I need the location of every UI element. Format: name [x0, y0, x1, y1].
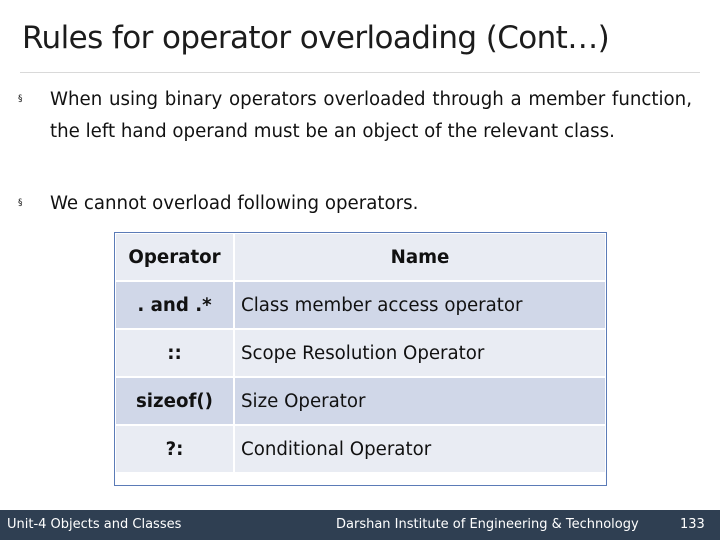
footer-bar — [0, 510, 720, 540]
bullet-square-icon: § — [18, 94, 23, 104]
name-cell: Class member access operator — [234, 281, 606, 329]
footer-unit: Unit-4 Objects and Classes — [7, 517, 182, 532]
table-header-row — [115, 233, 606, 281]
table-row — [115, 281, 606, 329]
bullet-item — [18, 84, 692, 147]
bullet-item — [18, 188, 692, 220]
name-cell: Scope Resolution Operator — [234, 329, 606, 377]
column-header-name: Name — [234, 233, 606, 281]
bullet-text: We cannot overload following operators. — [50, 193, 419, 214]
name-cell: Conditional Operator — [234, 425, 606, 473]
page-number: 133 — [680, 517, 705, 532]
bullet-text: When using binary operators overloaded through a member function, the left hand operand must be an object of the relevant class. — [50, 89, 692, 142]
column-header-operator: Operator — [115, 233, 234, 281]
operator-cell: ?: — [115, 425, 234, 473]
table-row — [115, 329, 606, 377]
operators-table — [114, 232, 607, 474]
table-row — [115, 377, 606, 425]
operator-cell: :: — [115, 329, 234, 377]
name-cell: Size Operator — [234, 377, 606, 425]
operator-cell: . and .* — [115, 281, 234, 329]
operator-cell: sizeof() — [115, 377, 234, 425]
footer-institute: Darshan Institute of Engineering & Technology — [336, 517, 639, 532]
table-row — [115, 425, 606, 473]
title-divider — [20, 72, 700, 73]
slide-title: Rules for operator overloading (Cont…) — [22, 20, 610, 56]
bullet-square-icon: § — [18, 198, 23, 208]
